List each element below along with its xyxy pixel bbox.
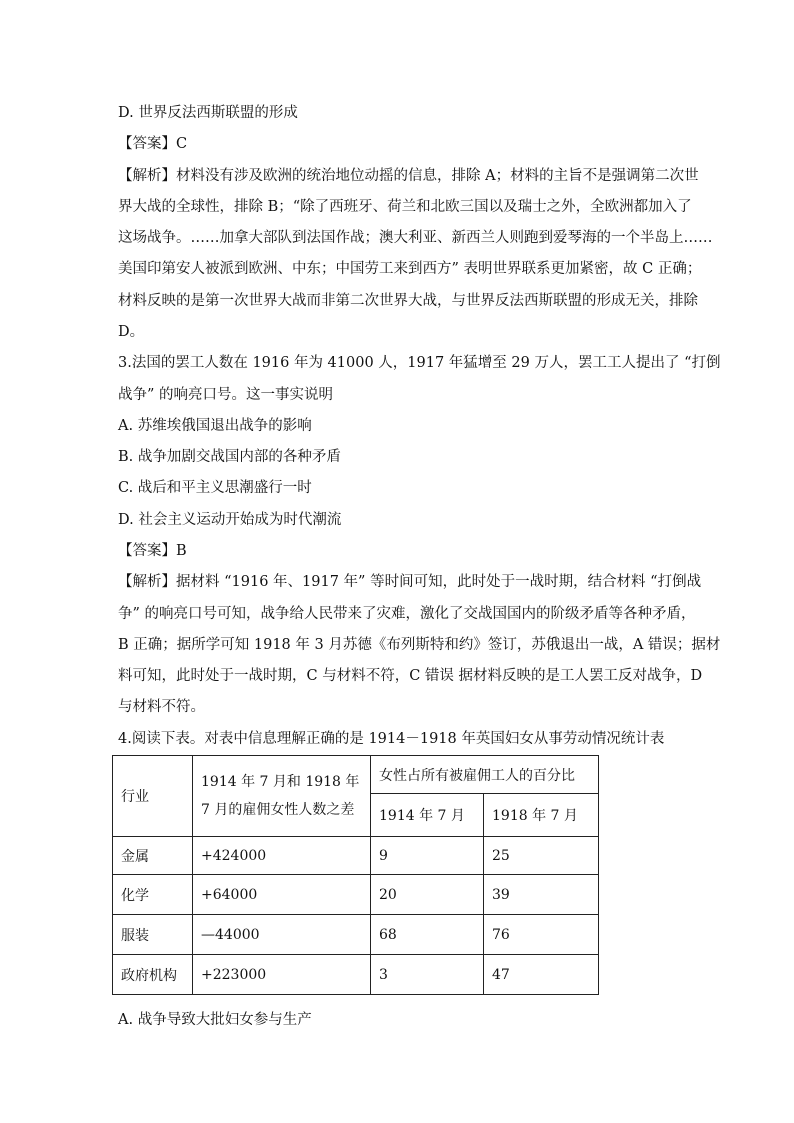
cell-1914: 9 <box>371 837 484 875</box>
analysis-q3-line-3: B 正确；据所学可知 1918 年 3 月苏德《布列斯特和约》签订，苏俄退出一战，A 错误；据材 <box>118 637 721 653</box>
analysis-q2-line-6: D。 <box>118 324 145 340</box>
header-1914: 1914 年 7 月 <box>371 794 484 837</box>
header-diff: 1914 年 7 月和 1918 年 7 月的雇佣女性人数之差 <box>193 756 371 837</box>
cell-diff: +64000 <box>193 875 371 915</box>
header-1918: 1918 年 7 月 <box>484 794 599 837</box>
analysis-q3-line-4: 料可知，此时处于一战时期，C 与材料不符，C 错误 据材料反映的是工人罢工反对战争，D <box>118 668 703 684</box>
header-industry: 行业 <box>113 756 193 837</box>
table-row <box>113 837 599 875</box>
cell-1914: 20 <box>371 875 484 915</box>
cell-industry: 服装 <box>113 915 193 955</box>
cell-1914: 68 <box>371 915 484 955</box>
option-d-q2: D. 世界反法西斯联盟的形成 <box>118 105 298 121</box>
analysis-q2-line-5: 材料反映的是第一次世界大战而非第二次世界大战，与世界反法西斯联盟的形成无关，排除 <box>118 293 698 309</box>
analysis-q3-line-5: 与材料不符。 <box>118 699 205 715</box>
cell-1918: 76 <box>484 915 599 955</box>
table-row <box>113 875 599 915</box>
analysis-q2-line-1: 【解析】材料没有涉及欧洲的统治地位动摇的信息，排除 A；材料的主旨不是强调第二次世 <box>118 168 699 184</box>
analysis-q3-line-2: 争” 的响亮口号可知，战争给人民带来了灾难，激化了交战国国内的阶级矛盾等各种矛盾， <box>118 606 696 622</box>
cell-industry: 金属 <box>113 837 193 875</box>
cell-industry: 政府机构 <box>113 955 193 995</box>
cell-industry: 化学 <box>113 875 193 915</box>
question-3-line-2: 战争” 的响亮口号。这一事实说明 <box>118 387 334 403</box>
cell-diff: +424000 <box>193 837 371 875</box>
option-b-q3: B. 战争加剧交战国内部的各种矛盾 <box>118 449 341 465</box>
table-row <box>113 955 599 995</box>
option-c-q3: C. 战后和平主义思潮盛行一时 <box>118 480 312 496</box>
women-labor-table <box>112 755 599 995</box>
cell-1918: 25 <box>484 837 599 875</box>
question-3-line-1: 3.法国的罢工人数在 1916 年为 41000 人，1917 年猛增至 29 万人，罢工工人提出了 “打倒 <box>118 355 721 371</box>
analysis-q2-line-4: 美国印第安人被派到欧洲、中东；中国劳工来到西方” 表明世界联系更加紧密，故 C 正确； <box>118 261 702 277</box>
cell-1918: 39 <box>484 875 599 915</box>
analysis-q2-line-2: 界大战的全球性，排除 B；“除了西班牙、荷兰和北欧三国以及瑞士之外，全欧洲都加入了 <box>118 199 692 215</box>
answer-q2: 【答案】C <box>118 136 188 152</box>
analysis-q3-line-1: 【解析】据材料 “1916 年、1917 年” 等时间可知，此时处于一战时期，结合材料 “打倒战 <box>118 574 702 590</box>
cell-1918: 47 <box>484 955 599 995</box>
cell-1914: 3 <box>371 955 484 995</box>
cell-diff: +223000 <box>193 955 371 995</box>
answer-q3: 【答案】B <box>118 543 187 559</box>
question-4: 4.阅读下表。对表中信息理解正确的是 1914－1918 年英国妇女从事劳动情况统计表 <box>118 731 665 747</box>
cell-diff: —44000 <box>193 915 371 955</box>
option-d-q3: D. 社会主义运动开始成为时代潮流 <box>118 512 342 528</box>
table-row <box>113 915 599 955</box>
option-a-q4: A. 战争导致大批妇女参与生产 <box>118 1012 312 1028</box>
analysis-q2-line-3: 这场战争。……加拿大部队到法国作战；澳大利亚、新西兰人则跑到爱琴海的一个半岛上…… <box>118 230 713 246</box>
header-percentage: 女性占所有被雇佣工人的百分比 <box>371 756 599 794</box>
option-a-q3: A. 苏维埃俄国退出战争的影响 <box>118 418 312 434</box>
